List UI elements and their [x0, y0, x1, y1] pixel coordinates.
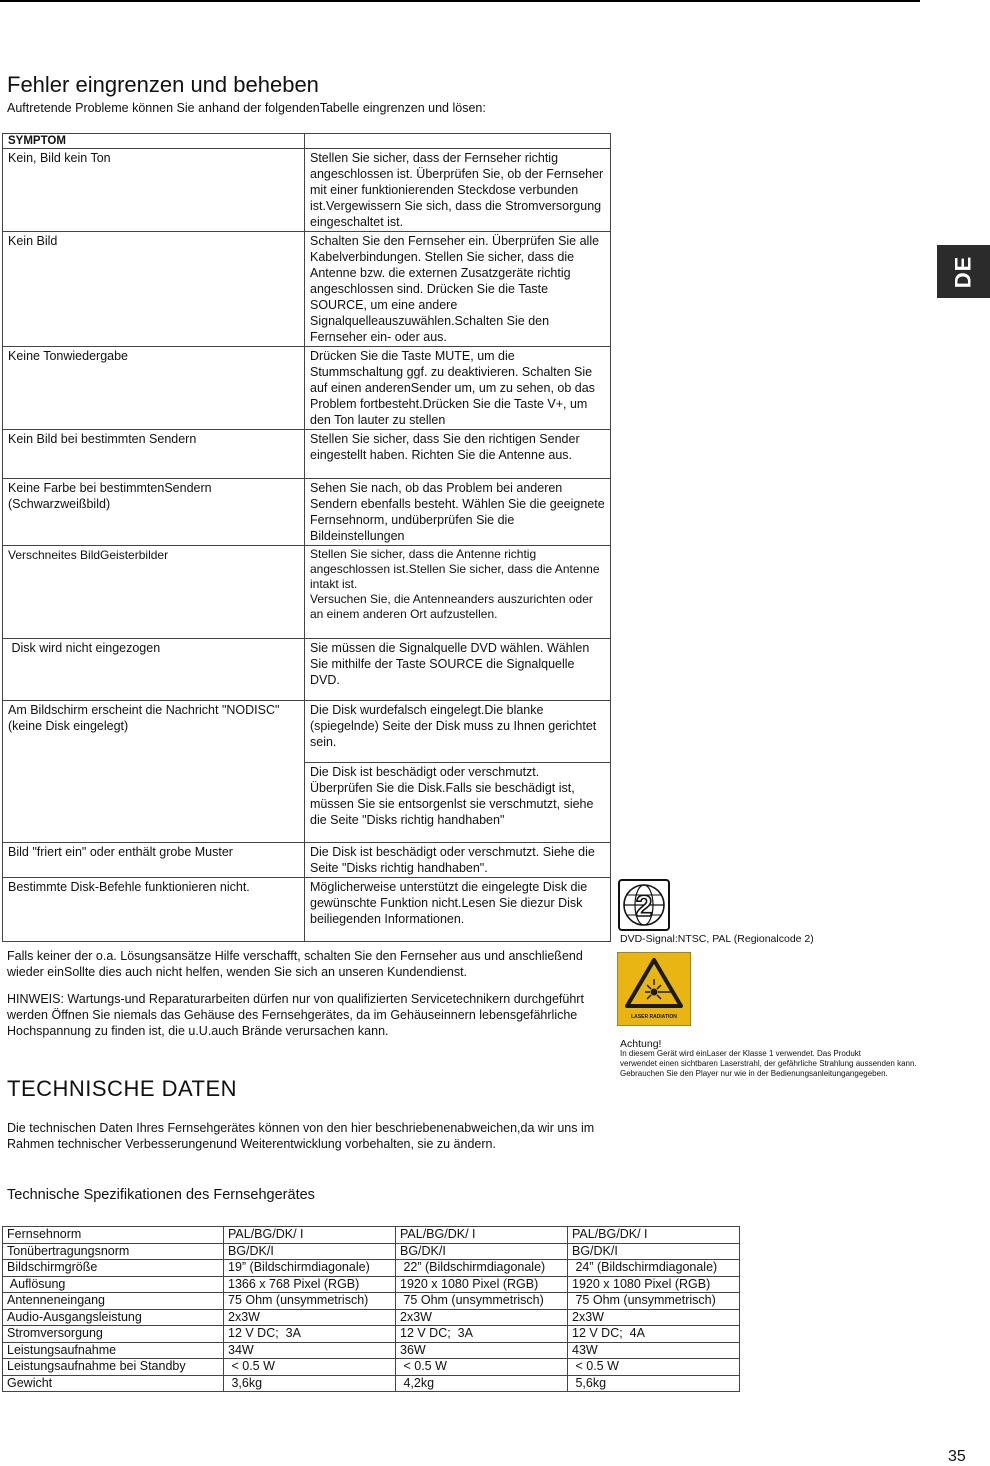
spec-value-cell: 75 Ohm (unsymmetrisch) [224, 1293, 396, 1310]
spec-value-cell: 4,2kg [396, 1375, 568, 1392]
top-rule [0, 0, 920, 2]
spec-value-cell: 24” (Bildschirmdiagonale) [568, 1260, 740, 1277]
spec-value-cell: 1920 x 1080 Pixel (RGB) [396, 1276, 568, 1293]
spec-value-cell: 75 Ohm (unsymmetrisch) [568, 1293, 740, 1310]
achtung-line: In diesem Gerät wird einLaser der Klasse 1 verwendet. Das Produkt [620, 1049, 862, 1058]
symptom-header: SYMPTOM [3, 134, 305, 149]
symptom-cell: Bestimmte Disk-Befehle funktionieren nicht. [3, 878, 305, 942]
solution-cell: Schalten Sie den Fernseher ein. Überprüfen Sie alle Kabelverbindungen. Stellen Sie sicher, dass die Antenne bzw. die externen Zusatzgeräte richtig angeschlossen sind. Drücken Sie die Taste SOURCE, um eine andere Signalquelleauszuwählen.Schalten Sie den Fernseher ein- oder aus. [305, 232, 611, 347]
spec-value-cell: 2x3W [396, 1309, 568, 1326]
dvd-region-icon [618, 879, 670, 931]
spec-label-cell: Auflösung [3, 1276, 224, 1293]
spec-value-cell: 34W [224, 1342, 396, 1359]
spec-row [3, 1243, 740, 1260]
language-tab [937, 245, 990, 298]
troubleshooting-title: Fehler eingrenzen und beheben [7, 72, 319, 97]
spec-value-cell: PAL/BG/DK/ I [568, 1227, 740, 1244]
spec-row [3, 1260, 740, 1277]
achtung-title: Achtung! [620, 1038, 662, 1050]
symptom-cell: Disk wird nicht eingezogen [3, 639, 305, 701]
table-row [3, 546, 611, 639]
solution-text: Stellen Sie sicher, dass die Antenne richtig angeschlossen ist.Stellen Sie sicher, dass die Antenne intakt ist. [310, 547, 600, 591]
symptom-cell: Kein Bild bei bestimmten Sendern [3, 430, 305, 479]
spec-value-cell: 5,6kg [568, 1375, 740, 1392]
table-header-row [3, 134, 611, 149]
spec-row [3, 1375, 740, 1392]
spec-value-cell: 3,6kg [224, 1375, 396, 1392]
spec-row [3, 1359, 740, 1376]
dvd-caption: DVD-Signal:NTSC, PAL (Regionalcode 2) [620, 933, 814, 945]
spec-row [3, 1276, 740, 1293]
achtung-text [620, 1049, 980, 1079]
table-row [3, 479, 611, 546]
table-row [3, 701, 611, 763]
spec-label-cell: Tonübertragungsnorm [3, 1243, 224, 1260]
spec-label-cell: Leistungsaufnahme [3, 1342, 224, 1359]
solution-cell: Möglicherweise unterstützt die eingelegte Disk die gewünschte Funktion nicht.Lesen Sie diezur Disk beiliegenden Informationen. [305, 878, 611, 942]
spec-value-cell: 2x3W [568, 1309, 740, 1326]
spec-label-cell: Bildschirmgröße [3, 1260, 224, 1277]
dvd-region-digit: 2 [635, 890, 653, 923]
table-row [3, 843, 611, 878]
achtung-line: verwendet einen sichtbaren Laserstrahl, der gefährliche Strahlung aussenden kann. [620, 1059, 917, 1068]
spec-value-cell: PAL/BG/DK/ I [224, 1227, 396, 1244]
solution-cell: Sie müssen die Signalquelle DVD wählen. Wählen Sie mithilfe der Taste SOURCE die Signalquelle DVD. [305, 639, 611, 701]
symptom-cell: Kein, Bild kein Ton [3, 149, 305, 232]
spec-value-cell: 1920 x 1080 Pixel (RGB) [568, 1276, 740, 1293]
spec-title: Technische Spezifikationen des Fernsehgerätes [7, 1187, 315, 1203]
solution-header [305, 134, 611, 149]
spec-row [3, 1309, 740, 1326]
table-row [3, 639, 611, 701]
spec-value-cell: 12 V DC; 3A [396, 1326, 568, 1343]
spec-value-cell: 22” (Bildschirmdiagonale) [396, 1260, 568, 1277]
symptom-cell: Keine Tonwiedergabe [3, 347, 305, 430]
spec-value-cell: 1366 x 768 Pixel (RGB) [224, 1276, 396, 1293]
table-row [3, 347, 611, 430]
solution-cell: Die Disk ist beschädigt oder verschmutzt. Überprüfen Sie die Disk.Falls sie beschädigt ist, müssen Sie sie entsorgenlst sie verschmutzt, siehe die Seite "Disks richtig handhaben" [305, 763, 611, 843]
solution-cell: Die Disk wurdefalsch eingelegt.Die blanke (spiegelnde) Seite der Disk muss zu Ihnen gerichtet sein. [305, 701, 611, 763]
symptom-cell: Kein Bild [3, 232, 305, 347]
spec-label-cell: Gewicht [3, 1375, 224, 1392]
spec-value-cell: 12 V DC; 4A [568, 1326, 740, 1343]
spec-value-cell: 19” (Bildschirmdiagonale) [224, 1260, 396, 1277]
solution-cell: Sehen Sie nach, ob das Problem bei anderen Sendern ebenfalls besteht. Wählen Sie die geeignete Fernsehnorm, undüberprüfen Sie die Bildeinstellungen [305, 479, 611, 546]
spec-value-cell: BG/DK/I [224, 1243, 396, 1260]
spec-value-cell: BG/DK/I [396, 1243, 568, 1260]
spec-row [3, 1293, 740, 1310]
spec-label-cell: Audio-Ausgangsleistung [3, 1309, 224, 1326]
spec-value-cell: 43W [568, 1342, 740, 1359]
spec-value-cell: 75 Ohm (unsymmetrisch) [396, 1293, 568, 1310]
solution-cell: Drücken Sie die Taste MUTE, um die Stummschaltung ggf. zu deaktivieren. Schalten Sie auf einen anderenSender um, um zu sehen, ob das Problem fortbesteht.Drücken Sie die Taste V+, um den Ton lauter zu stellen [305, 347, 611, 430]
solution-cell [305, 546, 611, 639]
spec-value-cell: PAL/BG/DK/ I [396, 1227, 568, 1244]
solution-text: Versuchen Sie, die Antenneanders auszurichten oder an einem anderen Ort aufzustellen. [310, 592, 593, 621]
laser-label: LASER RADIATION [631, 1014, 677, 1020]
symptom-cell: Verschneites BildGeisterbilder [3, 546, 305, 639]
spec-value-cell: 2x3W [224, 1309, 396, 1326]
symptom-cell: Keine Farbe bei bestimmtenSendern (Schwarzweißbild) [3, 479, 305, 546]
spec-label-cell: Leistungsaufnahme bei Standby [3, 1359, 224, 1376]
spec-value-cell: 36W [396, 1342, 568, 1359]
table-row [3, 232, 611, 347]
symptom-cell: Am Bildschirm erscheint die Nachricht "NODISC" (keine Disk eingelegt) [3, 701, 305, 843]
table-row [3, 149, 611, 232]
spec-value-cell: < 0.5 W [396, 1359, 568, 1376]
hinweis-paragraph: HINWEIS: Wartungs-und Reparaturarbeiten dürfen nur von qualifizierten Servicetechnikern durchgeführt werden Öffnen Sie niemals das Gehäuse des Fernsehgerätes, da im Gehäuseinnern lebensgefährliche Hochspannung zu finden ist, die u.U.auch Brände verursachen kann. [7, 992, 584, 1038]
spec-value-cell: < 0.5 W [568, 1359, 740, 1376]
technical-intro: Die technischen Daten Ihres Fernsehgerätes können von den hier beschriebenenabweichen,da wir uns im Rahmen technischer Verbesserungenund Weiterentwicklung vorbehalten, sie zu ändern. [7, 1121, 595, 1151]
solution-cell: Die Disk ist beschädigt oder verschmutzt. Siehe die Seite "Disks richtig handhaben". [305, 843, 611, 878]
spec-row [3, 1326, 740, 1343]
troubleshooting-intro: Auftretende Probleme können Sie anhand der folgendenTabelle eingrenzen und lösen: [7, 101, 486, 115]
laser-warning-icon [617, 952, 691, 1026]
troubleshooting-table [2, 133, 611, 942]
spec-value-cell: < 0.5 W [224, 1359, 396, 1376]
spec-table [2, 1226, 740, 1392]
spec-label-cell: Stromversorgung [3, 1326, 224, 1343]
spec-label-cell: Antenneneingang [3, 1293, 224, 1310]
page-number: 35 [948, 1448, 966, 1465]
spec-row [3, 1342, 740, 1359]
symptom-cell: Bild "friert ein" oder enthält grobe Muster [3, 843, 305, 878]
language-tab-label: DE [950, 255, 976, 288]
table-row [3, 878, 611, 942]
achtung-line: Gebrauchen Sie den Player nur wie in der Bedienungsanleitungangegeben. [620, 1069, 888, 1078]
spec-value-cell: 12 V DC; 3A [224, 1326, 396, 1343]
technical-title: TECHNISCHE DATEN [7, 1076, 238, 1101]
fallback-paragraph: Falls keiner der o.a. Lösungsansätze Hilfe verschafft, schalten Sie den Fernseher aus und anschließend wieder einSollte dies auch nicht helfen, wenden Sie sich an unseren Kundendienst. [7, 949, 583, 979]
solution-cell: Stellen Sie sicher, dass der Fernseher richtig angeschlossen ist. Überprüfen Sie, ob der Fernseher mit einer funktionierenden Steckdose verbunden ist.Vergewissern Sie sich, dass die Stromversorgung eingeschaltet ist. [305, 149, 611, 232]
spec-label-cell: Fernsehnorm [3, 1227, 224, 1244]
spec-value-cell: BG/DK/I [568, 1243, 740, 1260]
table-row [3, 430, 611, 479]
solution-cell: Stellen Sie sicher, dass Sie den richtigen Sender eingestellt haben. Richten Sie die Antenne aus. [305, 430, 611, 479]
spec-row [3, 1227, 740, 1244]
